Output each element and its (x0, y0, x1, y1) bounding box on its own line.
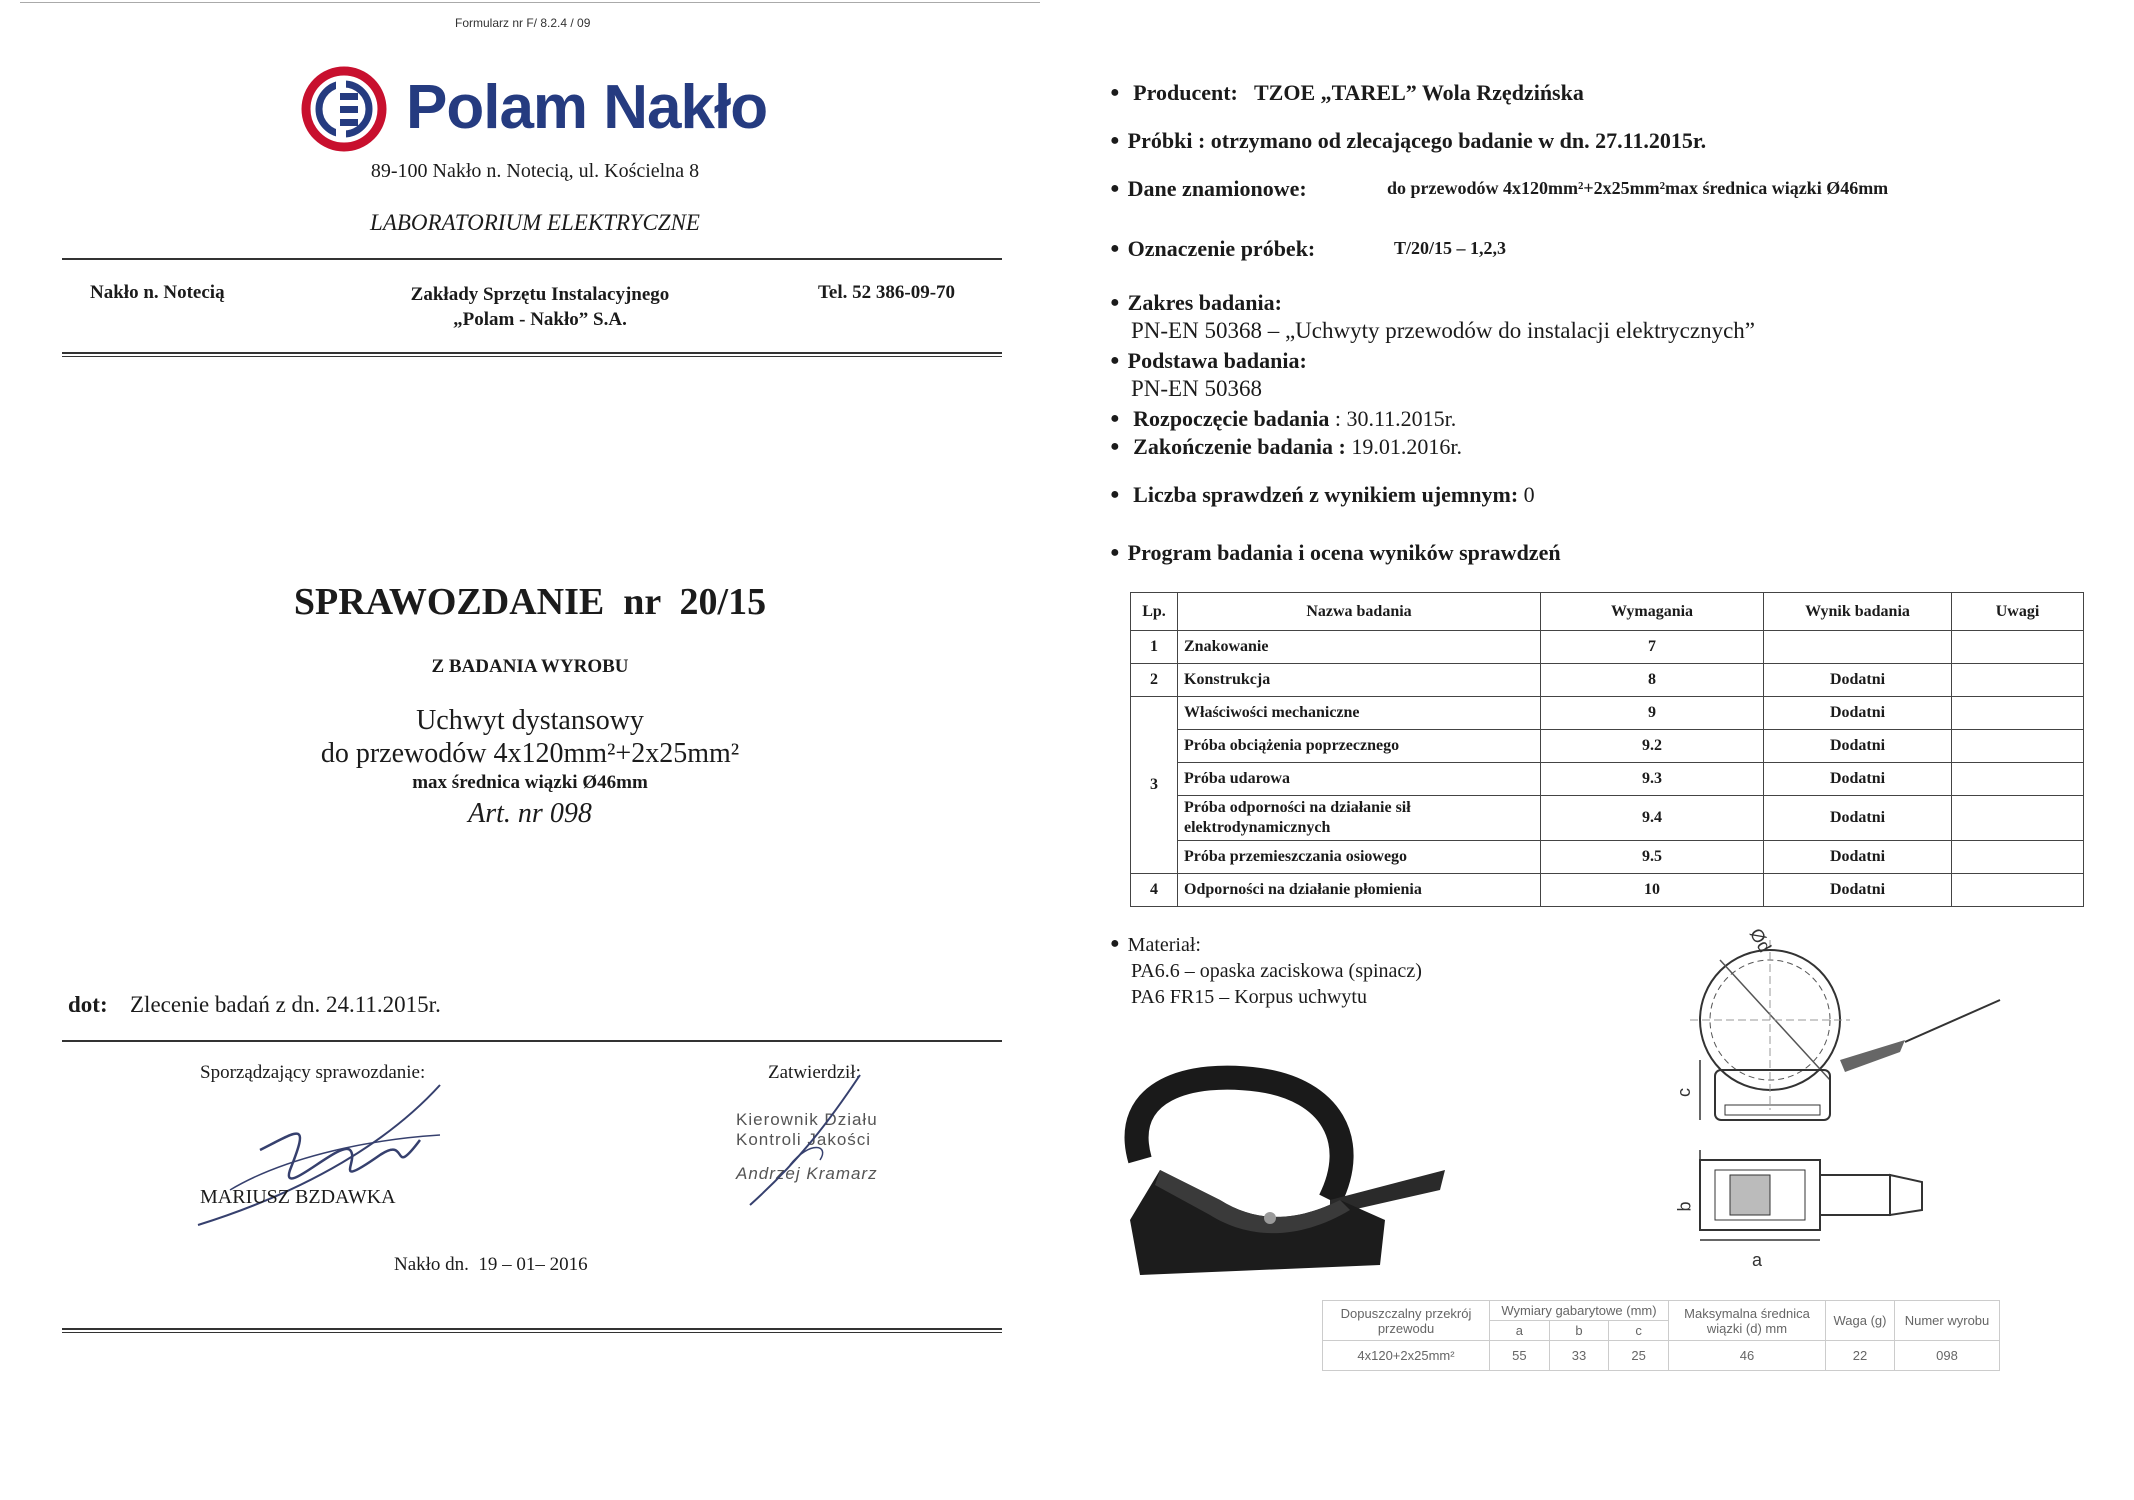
company-name: Polam Nakło (406, 73, 768, 142)
marking-label: ● Oznaczenie próbek: (1110, 236, 1315, 262)
basis-value: PN-EN 50368 (1131, 376, 1262, 401)
marking-value: T/20/15 – 1,2,3 (1394, 238, 1507, 258)
stamp-line1: Kierownik Działu (736, 1110, 878, 1129)
material-line2: PA6 FR15 – Korpus uchwytu (1131, 986, 1367, 1008)
signature-rule (62, 1040, 1002, 1042)
row-result: Dodatni (1764, 841, 1952, 874)
dim-header-c: c (1609, 1321, 1669, 1341)
row-remarks (1952, 664, 2084, 697)
table-row (1131, 664, 2084, 697)
dim-header-weight: Waga (g) (1826, 1301, 1895, 1341)
table-row (1131, 874, 2084, 907)
product-photo (1100, 1050, 1450, 1280)
row-result: Dodatni (1764, 697, 1952, 730)
row-name: Odporności na działanie płomienia (1178, 874, 1541, 907)
dim-value-row (1323, 1341, 2000, 1371)
dim-header-b: b (1549, 1321, 1609, 1341)
report-subtitle: Z BADANIA WYROBU (431, 656, 629, 677)
row-result (1764, 631, 1952, 664)
header-company-line2: „Polam - Nakło” S.A. (453, 309, 627, 330)
row-req: 9.2 (1541, 730, 1764, 763)
product-article: Art. nr 098 (468, 798, 592, 829)
header-name: Nazwa badania (1178, 593, 1541, 631)
header-rule-bottom-2 (62, 356, 1002, 357)
header-requirements: Wymagania (1541, 593, 1764, 631)
row-remarks (1952, 730, 2084, 763)
table-row (1131, 697, 2084, 730)
row-result: Dodatni (1764, 796, 1952, 841)
results-header-row (1131, 593, 2084, 631)
dim-section: 4x120+2x25mm² (1323, 1341, 1490, 1371)
drawing-label-d: Ød (1745, 924, 1776, 956)
header-company-line1: Zakłady Sprzętu Instalacyjnego (410, 284, 670, 305)
producer-value: TZOE „TAREL” Wola Rzędzińska (1253, 80, 1584, 105)
row-req: 9.5 (1541, 841, 1764, 874)
technical-drawing (1660, 920, 2020, 1290)
row-result: Dodatni (1764, 874, 1952, 907)
row-result: Dodatni (1764, 730, 1952, 763)
header-rule-top (62, 258, 1002, 260)
end-value: 19.01.2016r. (1351, 434, 1462, 459)
dim-header-number: Numer wyrobu (1895, 1301, 2000, 1341)
table-row (1131, 841, 2084, 874)
samples-line: ● Próbki : otrzymano od zlecającego badanie w dn. 27.11.2015r. (1110, 128, 1706, 154)
company-address: 89-100 Nakło n. Notecią, ul. Kościelna 8 (370, 160, 700, 182)
product-name: Uchwyt dystansowy (416, 705, 644, 736)
dim-header-dims: Wymiary gabarytowe (mm) (1490, 1301, 1669, 1321)
row-lp: 3 (1131, 697, 1178, 874)
row-remarks (1952, 796, 2084, 841)
top-rule (20, 2, 1040, 3)
row-name: Próba przemieszczania osiowego (1178, 841, 1541, 874)
row-req: 8 (1541, 664, 1764, 697)
place-and-date: Nakło dn. 19 – 01– 2016 (394, 1254, 588, 1275)
row-name: Próba obciążenia poprzecznego (1178, 730, 1541, 763)
row-name: Próba udarowa (1178, 763, 1541, 796)
row-req: 9.4 (1541, 796, 1764, 841)
end-label: Zakończenie badania : (1133, 434, 1346, 459)
dim-weight: 22 (1826, 1341, 1895, 1371)
table-row (1131, 796, 2084, 841)
rated-label: ● Dane znamionowe: (1110, 176, 1307, 202)
row-req: 9.3 (1541, 763, 1764, 796)
row-req: 9 (1541, 697, 1764, 730)
start-value: : 30.11.2015r. (1334, 406, 1457, 431)
row-name: Próba odporności na działanie sił elektrodynamicznych (1178, 796, 1541, 841)
start-line (1110, 406, 1456, 432)
stamp-line2: Kontroli Jakości (736, 1130, 872, 1149)
scope-label: ● Zakres badania: (1110, 290, 1282, 316)
dim-header-maxd: Maksymalna średnica wiązki (d) mm (1669, 1301, 1826, 1341)
table-row (1131, 631, 2084, 664)
row-remarks (1952, 763, 2084, 796)
report-title: SPRAWOZDANIE nr 20/15 (293, 581, 767, 623)
drawing-label-c: c (1674, 1088, 1694, 1097)
bottom-rule-2 (62, 1332, 1002, 1333)
drawing-label-a: a (1752, 1250, 1763, 1270)
row-lp: 4 (1131, 874, 1178, 907)
start-label: Rozpoczęcie badania (1133, 406, 1330, 431)
scope-value: PN-EN 50368 – „Uchwyty przewodów do instalacji elektrycznych” (1131, 318, 1756, 343)
dim-c: 25 (1609, 1341, 1669, 1371)
product-spec: do przewodów 4x120mm²+2x25mm² (320, 738, 740, 769)
negative-line (1110, 482, 1535, 508)
header-city: Nakło n. Notecią (90, 282, 225, 303)
dimensions-table (1322, 1300, 2000, 1371)
row-name: Właściwości mechaniczne (1178, 697, 1541, 730)
program-label: ● Program badania i ocena wyników sprawdzeń (1110, 540, 1561, 566)
dim-header-row (1323, 1301, 2000, 1321)
results-table (1130, 592, 2084, 907)
negative-label: Liczba sprawdzeń z wynikiem ujemnym: (1133, 482, 1519, 507)
row-remarks (1952, 697, 2084, 730)
polam-logo-mark (300, 66, 396, 152)
row-remarks (1952, 631, 2084, 664)
dim-a: 55 (1490, 1341, 1550, 1371)
producer-label: Producent: (1133, 80, 1238, 105)
table-row (1131, 763, 2084, 796)
producer-line (1110, 80, 1584, 106)
product-max-diameter: max średnica wiązki Ø46mm (412, 772, 648, 793)
row-name: Konstrukcja (1178, 664, 1541, 697)
bottom-rule (62, 1328, 1002, 1330)
header-lp: Lp. (1131, 593, 1178, 631)
header-tel: Tel. 52 386-09-70 (818, 282, 956, 303)
table-row (1131, 730, 2084, 763)
material-label: ● Materiał: (1110, 934, 1201, 957)
dim-header-a: a (1490, 1321, 1550, 1341)
prepared-label: Sporządzający sprawozdanie: (200, 1062, 426, 1083)
form-number: Formularz nr F/ 8.2.4 / 09 (455, 16, 591, 30)
negative-value: 0 (1523, 482, 1535, 507)
lab-name: LABORATORIUM ELEKTRYCZNE (370, 210, 700, 235)
approved-signature (730, 1070, 880, 1210)
end-line (1110, 434, 1462, 460)
dim-header-section: Dopuszczalny przekrój przewodu (1323, 1301, 1490, 1341)
header-company (390, 282, 690, 332)
approved-label: Zatwierdził: (768, 1062, 861, 1083)
dim-number: 098 (1895, 1341, 2000, 1371)
header-rule-bottom (62, 352, 1002, 354)
dim-maxd: 46 (1669, 1341, 1826, 1371)
prepared-name: MARIUSZ BZDAWKA (200, 1186, 396, 1208)
stamp-line3: Andrzej Kramarz (736, 1164, 878, 1183)
row-remarks (1952, 874, 2084, 907)
rated-value: do przewodów 4x120mm²+2x25mm²max średnica wiązki Ø46mm (1387, 178, 1889, 198)
basis-label: ● Podstawa badania: (1110, 348, 1307, 374)
header-result: Wynik badania (1764, 593, 1952, 631)
row-result: Dodatni (1764, 664, 1952, 697)
row-req: 10 (1541, 874, 1764, 907)
dot-text: Zlecenie badań z dn. 24.11.2015r. (130, 992, 441, 1017)
dim-b: 33 (1549, 1341, 1609, 1371)
drawing-label-b: b (1674, 1201, 1695, 1212)
row-req: 7 (1541, 631, 1764, 664)
row-lp: 1 (1131, 631, 1178, 664)
dot-label: dot: (68, 992, 108, 1017)
header-remarks: Uwagi (1952, 593, 2084, 631)
polam-logo (300, 66, 396, 152)
material-line1: PA6.6 – opaska zaciskowa (spinacz) (1131, 960, 1422, 982)
row-remarks (1952, 841, 2084, 874)
row-result: Dodatni (1764, 763, 1952, 796)
row-name: Znakowanie (1178, 631, 1541, 664)
row-lp: 2 (1131, 664, 1178, 697)
